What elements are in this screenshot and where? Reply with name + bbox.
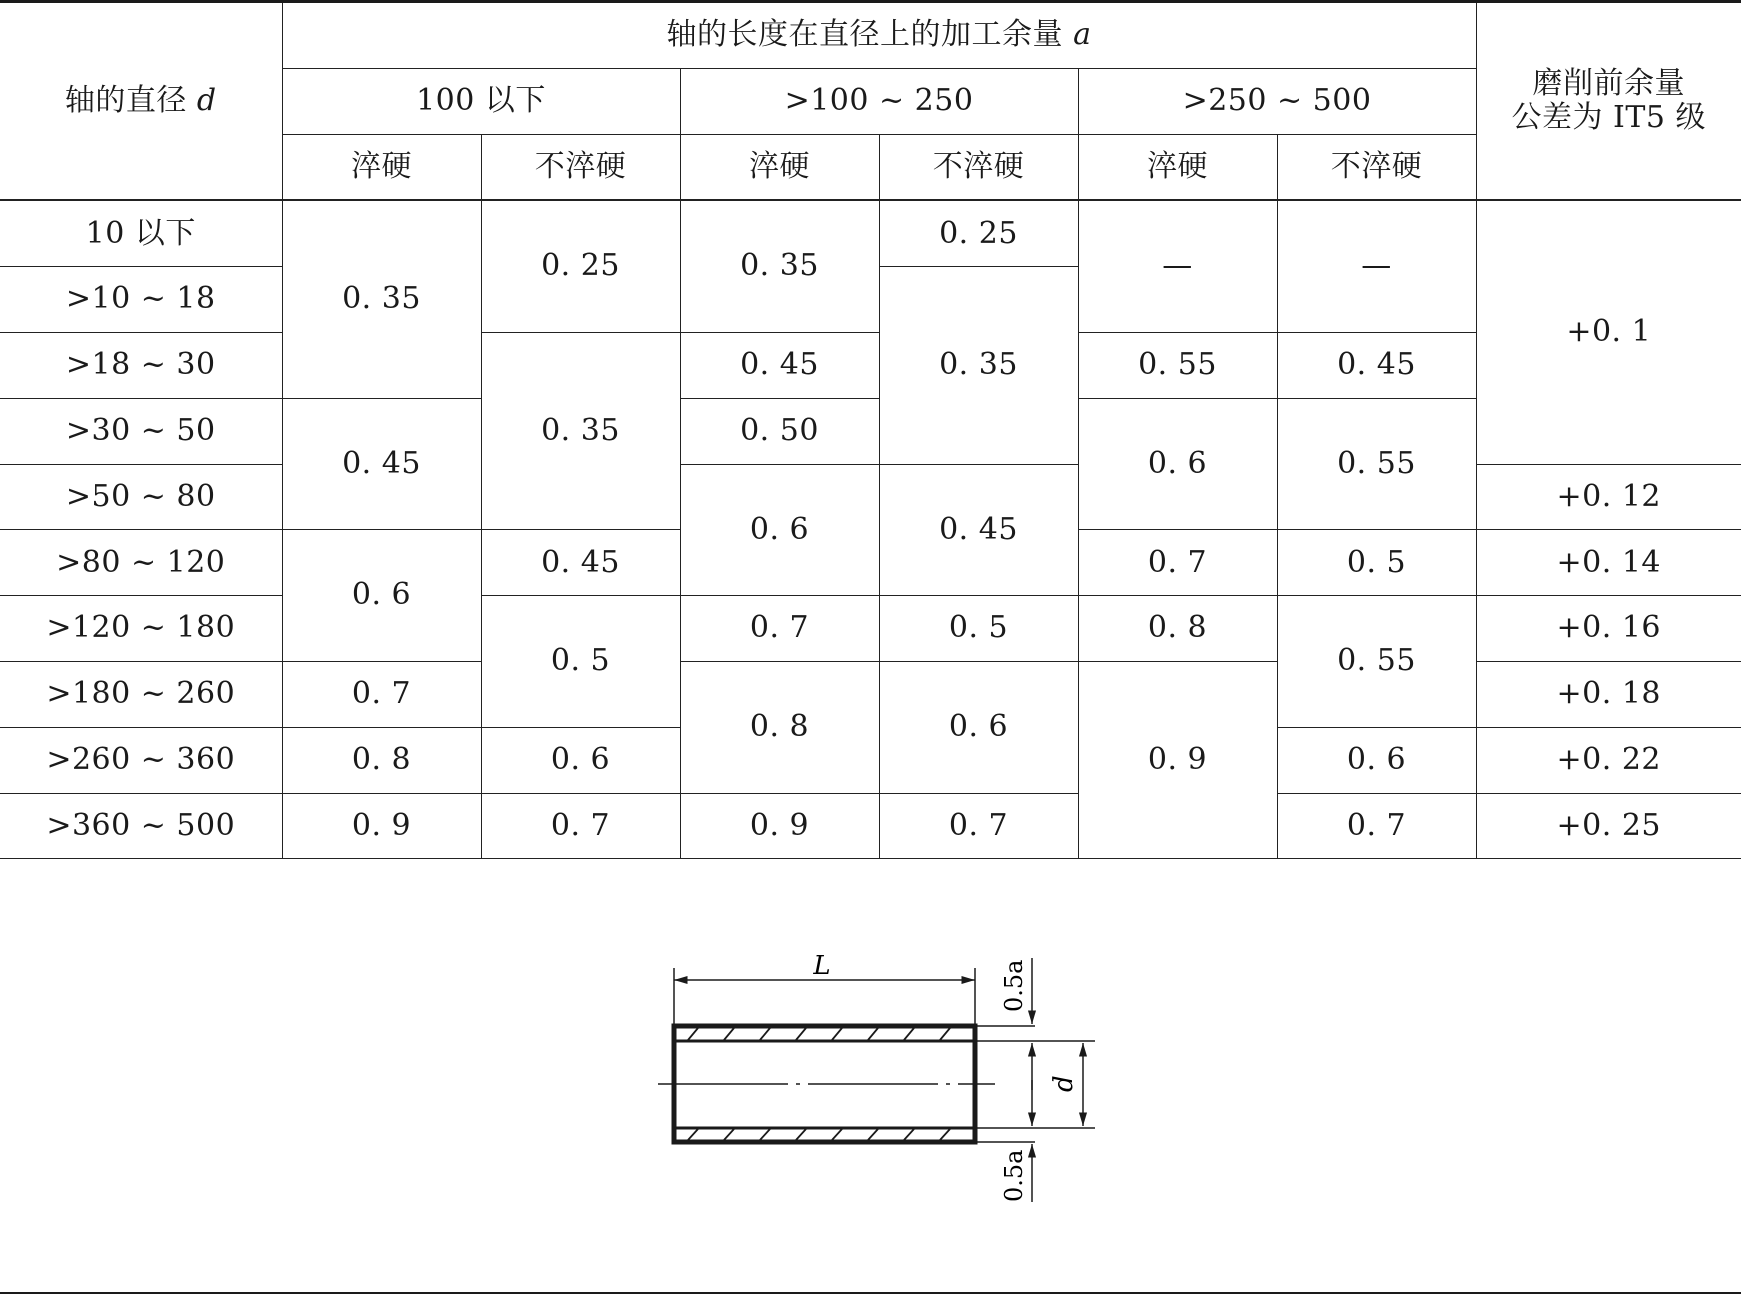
diameter-cell: >50 ~ 80 (0, 464, 282, 530)
header-range-100-250: >100 ~ 250 (680, 68, 1078, 134)
header-hardened: 淬硬 (1078, 134, 1277, 200)
tolerance-cell: +0. 18 (1476, 661, 1741, 727)
value-cell: 0. 7 (1277, 793, 1476, 859)
bottom-allowance-hatching (688, 1129, 950, 1140)
table-row (0, 793, 1741, 859)
value-cell: 0. 45 (481, 530, 680, 596)
diameter-cell: 10 以下 (0, 200, 282, 266)
table-row (0, 464, 1741, 530)
diameter-cell: >30 ~ 50 (0, 398, 282, 464)
shaft-allowance-drawing (640, 940, 1120, 1220)
value-cell: 0. 25 (879, 200, 1078, 266)
header-not-hardened: 不淬硬 (1277, 134, 1476, 200)
tolerance-cell: +0. 12 (1476, 464, 1741, 530)
value-cell: 0. 7 (879, 793, 1078, 859)
length-label: L (813, 951, 831, 981)
value-cell: 0. 55 (1277, 398, 1476, 530)
value-cell: 0. 6 (1277, 727, 1476, 793)
value-cell: 0. 6 (481, 727, 680, 793)
value-cell: 0. 35 (680, 200, 879, 332)
value-cell: 0. 9 (282, 793, 481, 859)
top-allowance-hatching (688, 1028, 950, 1040)
value-cell: 0. 50 (680, 398, 879, 464)
diameter-cell: >18 ~ 30 (0, 332, 282, 398)
value-cell: 0. 6 (282, 530, 481, 662)
header-hardened: 淬硬 (282, 134, 481, 200)
header-range-250-500: >250 ~ 500 (1078, 68, 1476, 134)
value-cell: 0. 45 (282, 398, 481, 530)
header-grinding-tolerance: 磨削前余量 公差为 IT5 级 (1476, 3, 1741, 200)
diameter-cell: >80 ~ 120 (0, 530, 282, 596)
value-cell: 0. 8 (680, 661, 879, 793)
bottom-allowance-label: 0.5a (1000, 1149, 1028, 1202)
value-cell: 0. 45 (879, 464, 1078, 596)
diameter-cell: >180 ~ 260 (0, 661, 282, 727)
header-shaft-diameter: 轴的直径 d (0, 3, 282, 200)
value-cell: 0. 5 (481, 596, 680, 728)
value-cell: 0. 6 (680, 464, 879, 596)
top-allowance-label: 0.5a (1000, 959, 1028, 1012)
table-row (0, 661, 1741, 727)
tolerance-cell: +0. 22 (1476, 727, 1741, 793)
value-cell: 0. 7 (1078, 530, 1277, 596)
value-cell: 0. 6 (1078, 398, 1277, 530)
value-cell: 0. 25 (481, 200, 680, 332)
diameter-cell: >120 ~ 180 (0, 596, 282, 662)
value-cell: 0. 55 (1277, 596, 1476, 728)
diameter-cell: >10 ~ 18 (0, 267, 282, 333)
value-cell: 0. 7 (680, 596, 879, 662)
value-cell: 0. 5 (879, 596, 1078, 662)
value-cell: 0. 45 (1277, 332, 1476, 398)
value-cell: 0. 8 (1078, 596, 1277, 662)
tolerance-cell: +0. 16 (1476, 596, 1741, 662)
value-cell: 0. 5 (1277, 530, 1476, 596)
diameter-cell: >260 ~ 360 (0, 727, 282, 793)
value-cell: 0. 7 (481, 793, 680, 859)
diameter-label: d (1049, 1075, 1079, 1092)
header-range-100: 100 以下 (282, 68, 680, 134)
diameter-cell: >360 ~ 500 (0, 793, 282, 859)
header-hardened: 淬硬 (680, 134, 879, 200)
header-length-allowance: 轴的长度在直径上的加工余量 a (282, 3, 1476, 68)
value-cell: 0. 8 (282, 727, 481, 793)
tolerance-cell: +0. 1 (1476, 200, 1741, 464)
value-cell: 0. 35 (879, 267, 1078, 464)
tolerance-cell: +0. 14 (1476, 530, 1741, 596)
value-cell: 0. 45 (680, 332, 879, 398)
bottom-rule (0, 1292, 1741, 1294)
value-cell: 0. 55 (1078, 332, 1277, 398)
value-cell: 0. 7 (282, 661, 481, 727)
value-cell: — (1277, 200, 1476, 332)
value-cell: 0. 35 (481, 332, 680, 529)
table-row (0, 596, 1741, 662)
header-not-hardened: 不淬硬 (481, 134, 680, 200)
value-cell: — (1078, 200, 1277, 332)
header-not-hardened: 不淬硬 (879, 134, 1078, 200)
tolerance-cell: +0. 25 (1476, 793, 1741, 859)
value-cell: 0. 6 (879, 661, 1078, 793)
value-cell: 0. 9 (1078, 661, 1277, 858)
machining-allowance-table (0, 3, 1741, 859)
value-cell: 0. 35 (282, 200, 481, 398)
table-row (0, 200, 1741, 266)
value-cell: 0. 9 (680, 793, 879, 859)
